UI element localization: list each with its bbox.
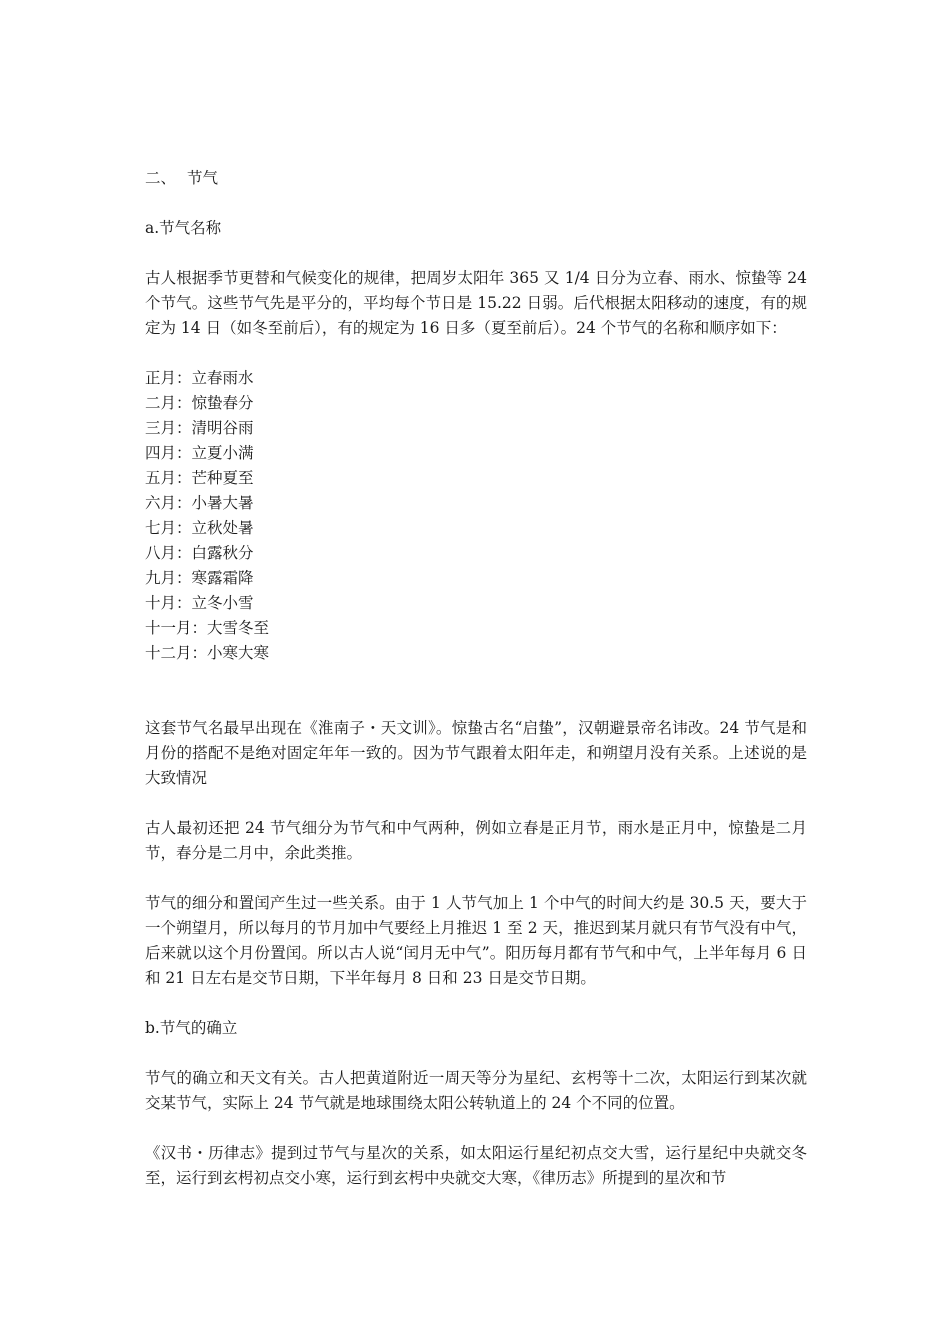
- paragraph-origin: 这套节气名最早出现在《淮南子・天文训》。惊蛰古名“启蛰”，汉朝避景帝名讳改。24 节气是和月份的搭配不是绝对固定年年一致的。因为节气跟着太阳年走，和朔望月没有关系。上述说的是大致情况: [145, 719, 807, 787]
- section-heading: [145, 166, 807, 191]
- document-page: [145, 166, 807, 1216]
- term-names: 立夏小满: [191, 444, 254, 462]
- list-item: [145, 566, 807, 591]
- term-names: 立秋处暑: [191, 519, 254, 537]
- subheading-b: b.节气的确立: [145, 1019, 238, 1037]
- solar-terms-list: [145, 366, 807, 666]
- list-item: [145, 366, 807, 391]
- list-item: [145, 466, 807, 491]
- list-item: [145, 391, 807, 416]
- term-names: 立春雨水: [191, 369, 254, 387]
- month-label: 三月：: [145, 419, 192, 437]
- month-label: 正月：: [145, 369, 192, 387]
- month-label: 六月：: [145, 494, 192, 512]
- month-label: 七月：: [145, 519, 192, 537]
- list-item: [145, 616, 807, 641]
- section-number: 二、: [145, 169, 177, 187]
- term-names: 白露秋分: [191, 544, 254, 562]
- paragraph-leap-month: 节气的细分和置闰产生过一些关系。由于 1 人节气加上 1 个中气的时间大约是 30.5 天，要大于一个朔望月，所以每月的节月加中气要经上月推迟 1 至 2 天，推迟到某月就只有节气没有中气，后来就以这个月份置闰。所以古人说“闰月无中气”。阳历每月都有节气和中气，上半年每月 6 日和 21 日左右是交节日期，下半年每月 8 日和 23 日是交节日期。: [145, 894, 807, 987]
- term-names: 惊蛰春分: [191, 394, 254, 412]
- term-names: 芒种夏至: [191, 469, 254, 487]
- list-item: [145, 491, 807, 516]
- term-names: 寒露霜降: [191, 569, 254, 587]
- month-label: 八月：: [145, 544, 192, 562]
- paragraph-hanshu: 《汉书・历律志》提到过节气与星次的关系，如太阳运行星纪初点交大雪，运行星纪中央就交冬至，运行到玄枵初点交小寒，运行到玄枵中央就交大寒，《律历志》所提到的星次和节: [145, 1144, 807, 1187]
- term-names: 小暑大暑: [191, 494, 254, 512]
- month-label: 十月：: [145, 594, 192, 612]
- intro-paragraph: 古人根据季节更替和气候变化的规律，把周岁太阳年 365 又 1/4 日分为立春、雨水、惊蛰等 24 个节气。这些节气先是平分的，平均每个节日是 15.22 日弱。后代根据太阳移动的速度，有的规定为 14 日（如冬至前后），有的规定为 16 日多（夏至前后）。24 个节气的名称和顺序如下：: [145, 269, 807, 337]
- section-title: 节气: [187, 169, 219, 187]
- month-label: 四月：: [145, 444, 192, 462]
- subheading-a: a.节气名称: [145, 219, 222, 237]
- term-names: 大雪冬至: [207, 619, 270, 637]
- term-names: 小寒大寒: [207, 644, 270, 662]
- list-item: [145, 641, 807, 666]
- term-names: 清明谷雨: [191, 419, 254, 437]
- paragraph-subdivision: 古人最初还把 24 节气细分为节气和中气两种，例如立春是正月节，雨水是正月中，惊蛰是二月节，春分是二月中，余此类推。: [145, 819, 807, 862]
- term-names: 立冬小雪: [191, 594, 254, 612]
- month-label: 十一月：: [145, 619, 208, 637]
- paragraph-astronomy: 节气的确立和天文有关。古人把黄道附近一周天等分为星纪、玄枵等十二次，太阳运行到某次就交某节气，实际上 24 节气就是地球围绕太阳公转轨道上的 24 个不同的位置。: [145, 1069, 807, 1112]
- month-label: 九月：: [145, 569, 192, 587]
- list-item: [145, 516, 807, 541]
- list-item: [145, 541, 807, 566]
- month-label: 五月：: [145, 469, 192, 487]
- list-item: [145, 441, 807, 466]
- list-item: [145, 591, 807, 616]
- month-label: 十二月：: [145, 644, 208, 662]
- list-item: [145, 416, 807, 441]
- month-label: 二月：: [145, 394, 192, 412]
